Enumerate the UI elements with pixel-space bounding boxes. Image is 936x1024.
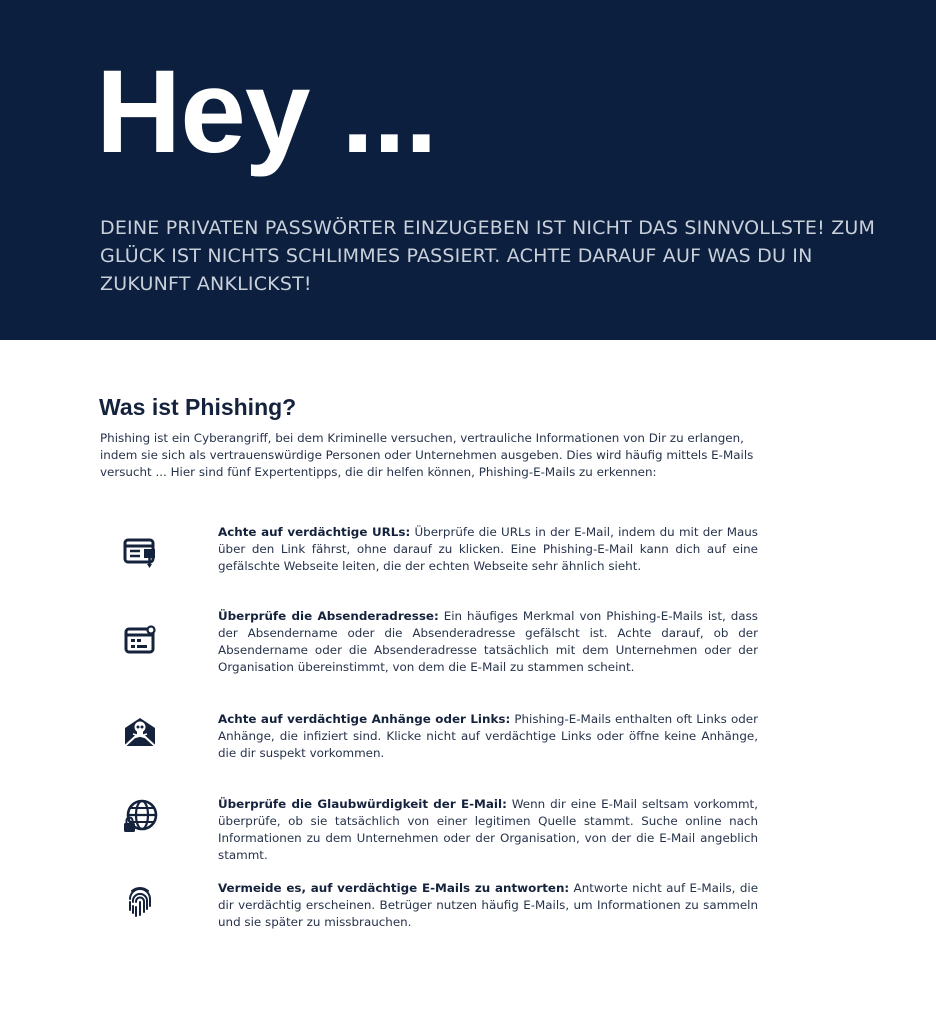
tip-body: Überprüfe die URLs in der E-Mail, indem du mit der Maus über den Link fährst, ohne darauf zu klicken. Eine Phishing-E-Mail kann dich auf eine gefälschte Webseite leiten, die der echten Webseite sehr ähnlich sieht. xyxy=(218,525,758,573)
tip-text xyxy=(218,796,758,864)
tip-heading: Überprüfe die Glaubwürdigkeit der E-Mail: xyxy=(218,797,507,811)
tip-text xyxy=(218,524,758,575)
hero-title: Hey ... xyxy=(96,46,437,178)
sender-address-icon xyxy=(120,620,160,660)
tip-body: Ein häufiges Merkmal von Phishing-E-Mails ist, dass der Absendername oder die Absenderadresse gefälscht ist. Achte darauf, ob der Absendername oder die Absenderadresse tatsächlich mit dem Unternehmen oder der Organisation übereinstimmt, von dem die E-Mail zu stammen scheint. xyxy=(218,609,758,674)
tip-heading: Überprüfe die Absenderadresse: xyxy=(218,609,439,623)
tip-text xyxy=(218,880,758,931)
tip-heading: Achte auf verdächtige URLs: xyxy=(218,525,411,539)
tip-heading: Achte auf verdächtige Anhänge oder Links: xyxy=(218,712,511,726)
tip-text xyxy=(218,711,758,762)
fingerprint-icon xyxy=(120,882,160,922)
skull-envelope-icon xyxy=(120,711,160,751)
tip-body: Phishing-E-Mails enthalten oft Links oder Anhänge, die infiziert sind. Klicke nicht auf verdächtige Links oder öffne keine Anhänge, die dir suspekt vorkommen. xyxy=(218,712,758,760)
hero-banner xyxy=(0,0,936,340)
browser-url-icon xyxy=(120,532,160,572)
intro-paragraph: Phishing ist ein Cyberangriff, bei dem Kriminelle versuchen, vertrauliche Informationen von Dir zu erlangen, indem sie sich als vertrauenswürdige Personen oder Unternehmen ausgeben. Dies wird häufig mittels E-Mails versucht ... Hier sind fünf Expertentipps, die dir helfen können, Phishing-E-Mails zu erkennen: xyxy=(100,431,754,479)
tip-text xyxy=(218,608,758,676)
hero-subtitle: DEINE PRIVATEN PASSWÖRTER EINZUGEBEN IST NICHT DAS SINNVOLLSTE! ZUM GLÜCK IST NICHTS SCHLIMMES PASSIERT. ACHTE DARAUF AUF WAS DU IN ZUKUNFT ANKLICKST! xyxy=(100,217,876,295)
tip-heading: Vermeide es, auf verdächtige E-Mails zu antworten: xyxy=(218,881,570,895)
tip-body: Wenn dir eine E-Mail seltsam vorkommt, überprüfe, ob sie tatsächlich von einer legitimen Quelle stammt. Suche online nach Informationen zu dem Unternehmen oder der Organisation, von der die E-Mail angeblich stammt. xyxy=(218,797,758,862)
section-title: Was ist Phishing? xyxy=(99,394,297,420)
tip-body: Antworte nicht auf E-Mails, die dir verdächtig erscheinen. Betrüger nutzen häufig E-Mails, um Informationen zu sammeln und sie später zu missbrauchen. xyxy=(218,881,759,929)
globe-lock-icon xyxy=(120,796,160,836)
